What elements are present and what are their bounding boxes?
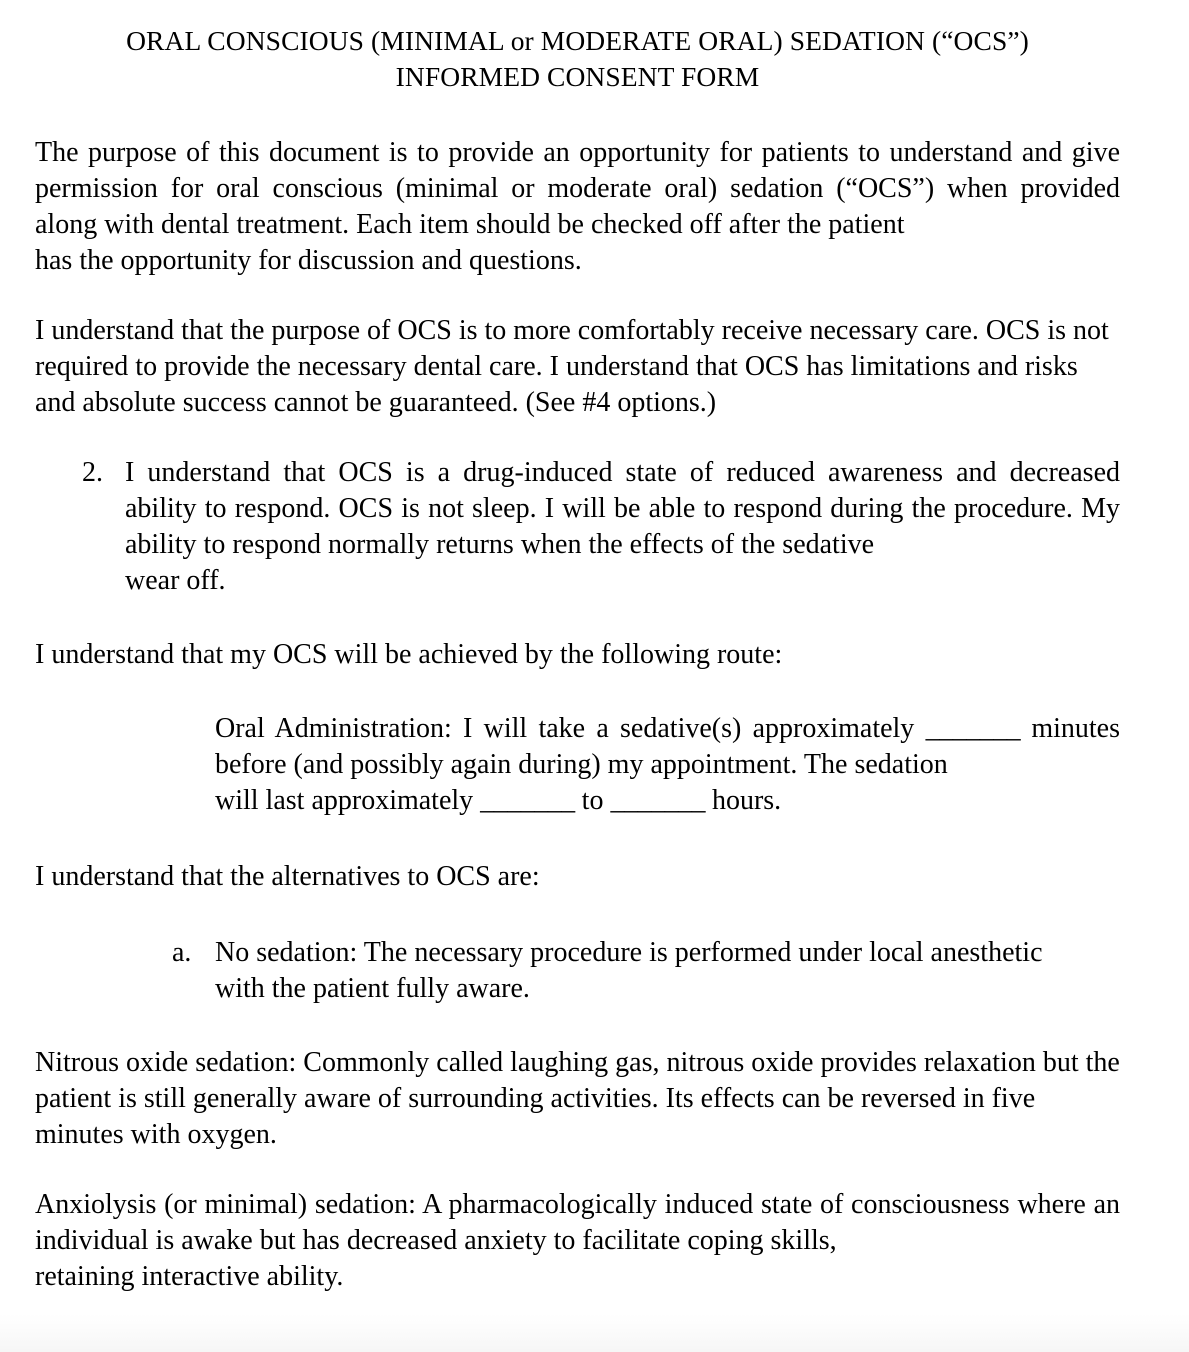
route-heading: I understand that my OCS will be achieved by the following route: <box>35 639 783 670</box>
item-a-line-2: with the patient fully aware. <box>215 973 530 1004</box>
list-item <box>82 455 1120 599</box>
list-item-body <box>215 935 1120 1007</box>
anxiolysis-paragraph <box>35 1187 1120 1295</box>
spacer <box>35 599 1120 637</box>
item-two-line-1: I understand that OCS is a drug-induced state of reduced awareness and decreased <box>125 457 1120 488</box>
spacer <box>35 819 1120 859</box>
spacer <box>35 673 1120 711</box>
nitrous-line-1: Nitrous oxide sedation: Commonly called laughing gas, nitrous oxide provides relaxation <box>35 1047 1036 1078</box>
item-two-line-3: procedure. My ability to respond normally returns when the effects of the sedative <box>125 493 1121 560</box>
spacer <box>35 95 1120 135</box>
spacer <box>35 1153 1120 1187</box>
title-line-1: ORAL CONSCIOUS (MINIMAL or MODERATE ORAL) SEDATION (“OCS”) <box>126 25 1029 56</box>
oral-admin-line-3-text-a: will last approximately <box>215 785 474 816</box>
blank-field-duration-to[interactable]: _______ <box>610 785 705 816</box>
item-a-line-1: No sedation: The necessary procedure is performed under local anesthetic <box>215 937 1043 968</box>
oral-admin-line-3-text-c: hours. <box>711 785 782 816</box>
title-line-2: INFORMED CONSENT FORM <box>395 61 760 92</box>
nitrous-line-2: but the patient is still generally aware of surrounding activities. Its effects can be reversed <box>35 1047 1120 1114</box>
anxiolysis-line-3: retaining interactive ability. <box>35 1261 344 1292</box>
nitrous-line-3: in five minutes with oxygen. <box>35 1083 1036 1150</box>
spacer <box>35 1007 1120 1045</box>
purpose-line-2: give permission for oral conscious (minimal or moderate oral) sedation (“OCS”) when <box>35 137 1121 204</box>
document-content <box>35 0 1120 1295</box>
understanding-line-2: is not required to provide the necessary dental care. I understand that OCS has limitations <box>35 315 1109 382</box>
purpose-line-4: has the opportunity for discussion and questions. <box>35 245 582 276</box>
item-two-line-4: wear off. <box>125 565 226 596</box>
purpose-line-1: The purpose of this document is to provide an opportunity for patients to understand and <box>35 137 1063 168</box>
understanding-paragraph <box>35 313 1120 421</box>
oral-admin-line-3 <box>215 783 1120 819</box>
oral-admin-line-2: minutes before (and possibly again during) my appointment. The sedation <box>215 713 1121 780</box>
blank-field-duration-from[interactable]: _______ <box>480 785 575 816</box>
item-two-line-2: ability to respond. OCS is not sleep. I will be able to respond during the <box>125 493 946 524</box>
purpose-paragraph <box>35 135 1120 279</box>
list-marker-a: a. <box>172 937 192 968</box>
spacer <box>35 895 1120 935</box>
page-title <box>35 0 1120 95</box>
oral-admin-line-3-text-b: to <box>581 785 604 816</box>
list-item <box>172 935 1120 1007</box>
understanding-line-3: and risks and absolute success cannot be guaranteed. (See #4 options.) <box>35 351 1078 418</box>
understanding-line-1: I understand that the purpose of OCS is to more comfortably receive necessary care. OCS <box>35 315 1041 346</box>
list-marker-2: 2. <box>82 457 103 488</box>
spacer <box>35 279 1120 313</box>
blank-field-minutes[interactable]: _______ <box>925 713 1021 744</box>
list-item-body <box>125 455 1120 599</box>
oral-admin-line-1-text: Oral Administration: I will take a sedative(s) approximately <box>215 713 915 744</box>
spacer <box>35 421 1120 455</box>
alternatives-heading: I understand that the alternatives to OCS are: <box>35 861 540 892</box>
nitrous-oxide-paragraph <box>35 1045 1120 1153</box>
oral-administration-block <box>215 711 1120 819</box>
anxiolysis-line-1: Anxiolysis (or minimal) sedation: A pharmacologically induced state of consciousness <box>35 1189 1010 1220</box>
anxiolysis-line-2: where an individual is awake but has decreased anxiety to facilitate coping skills, <box>35 1189 1121 1256</box>
page-bottom-fade <box>0 1314 1189 1352</box>
purpose-line-3: provided along with dental treatment. Each item should be checked off after the patient <box>35 173 1120 240</box>
